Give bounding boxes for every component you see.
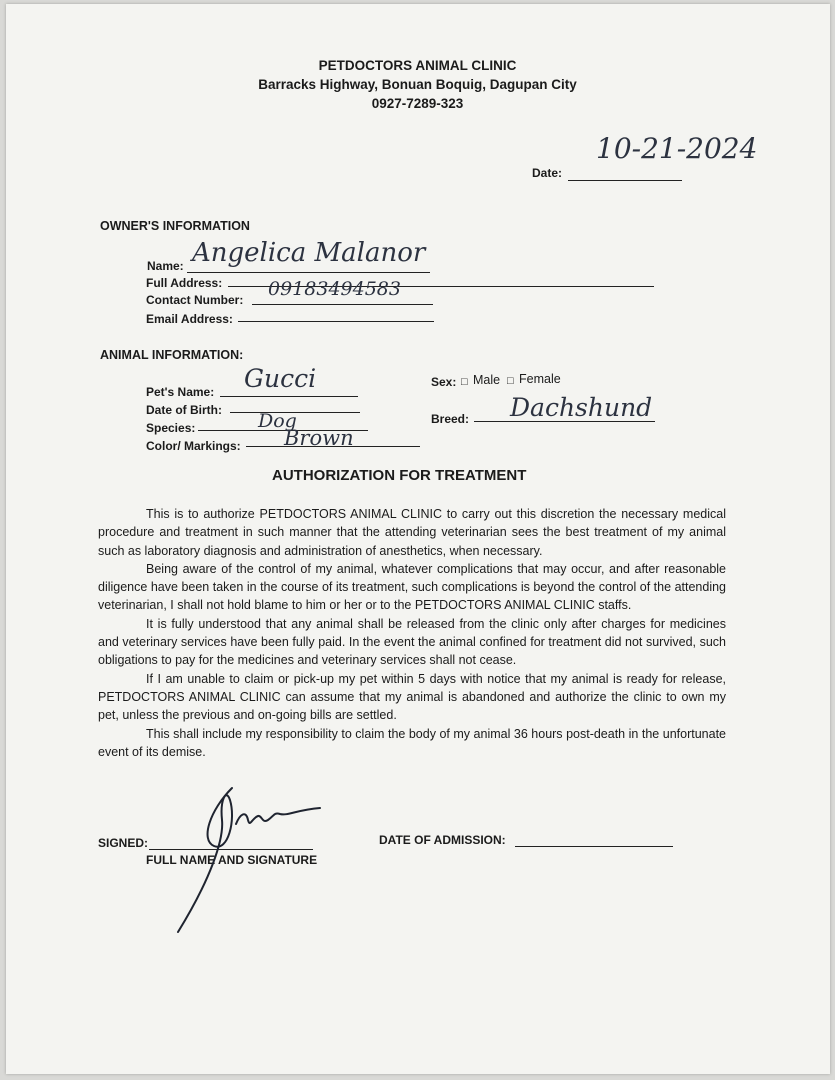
handwritten-signature — [170, 780, 330, 940]
date-of-admission-line — [515, 846, 673, 847]
pet-name-line — [220, 396, 358, 397]
authorization-paragraph: This shall include my responsibility to claim the body of my animal 36 hours post-death in the unfortunate event of its demise. — [98, 726, 726, 759]
female-checkbox[interactable]: □ — [507, 375, 514, 387]
owner-name-value: Angelica Malanor — [192, 238, 426, 268]
full-name-signature-label: FULL NAME AND SIGNATURE — [146, 853, 318, 867]
date-of-admission-label: DATE OF ADMISSION: — [379, 833, 506, 847]
clinic-name: PETDOCTORS ANIMAL CLINIC — [318, 58, 517, 73]
authorization-paragraph: Being aware of the control of my animal, whatever complications that may occur, and after reasonable diligence have been taken in the course of its treatment, such complications is beyond the control of the attending veterinarian, I shall not hold blame to him or her or to the PETDOCTORS ANIMAL CLINIC staffs. — [98, 561, 726, 613]
sex-female-label: Female — [519, 372, 561, 386]
clinic-address: Barracks Highway, Bonuan Boquig, Dagupan City — [258, 77, 577, 92]
pet-name-label: Pet's Name: — [146, 385, 215, 399]
owner-name-line — [187, 272, 430, 273]
date-label: Date: — [532, 166, 563, 180]
signed-label: SIGNED: — [98, 836, 149, 850]
authorization-paragraph: It is fully understood that any animal shall be released from the clinic only after charges for medicines and veterinary services have been fully paid. In the event the animal confined for treatment did not survived, such obligations to pay for the medicines and veterinary services shall not cease. — [98, 616, 726, 668]
sex-male-label: Male — [473, 373, 501, 387]
owner-contact-value: 09183494583 — [268, 278, 401, 300]
owner-email-label: Email Address: — [146, 312, 233, 326]
authorization-body — [98, 505, 726, 761]
owner-email-line — [238, 321, 434, 322]
owner-contact-line — [252, 304, 433, 305]
sex-label: Sex: — [431, 375, 457, 389]
owner-heading: OWNER'S INFORMATION — [100, 219, 250, 233]
authorization-paragraph: If I am unable to claim or pick-up my pet within 5 days with notice that my animal is ready for release, PETDOCTORS ANIMAL CLINIC can assume that my animal is abandoned and authorize the clinic to own my pet, unless the previous and on-going bills are settled. — [98, 671, 726, 723]
owner-contact-label: Contact Number: — [146, 293, 244, 307]
color-value: Brown — [284, 426, 354, 450]
owner-name-label: Name: — [147, 259, 184, 273]
authorization-title: AUTHORIZATION FOR TREATMENT — [272, 467, 527, 484]
authorization-paragraph: This is to authorize PETDOCTORS ANIMAL CLINIC to carry out this discretion the necessary medical procedure and treatment in such manner that the attending veterinarian sees the best treatment of my animal such as laboratory diagnosis and administration of anesthetics, when necessary. — [98, 507, 726, 558]
male-checkbox[interactable]: □ — [461, 376, 468, 388]
pet-name-value: Gucci — [244, 364, 317, 393]
color-label: Color/ Markings: — [146, 439, 241, 453]
date-value: 10-21-2024 — [596, 132, 758, 165]
species-label: Species: — [146, 421, 196, 435]
breed-value: Dachshund — [510, 393, 653, 422]
date-line — [568, 180, 682, 181]
animal-heading: ANIMAL INFORMATION: — [100, 348, 244, 362]
clinic-phone: 0927-7289-323 — [371, 96, 464, 111]
dob-label: Date of Birth: — [146, 403, 222, 417]
species-value: Dog — [258, 410, 297, 432]
breed-label: Breed: — [431, 412, 470, 426]
owner-address-label: Full Address: — [146, 276, 223, 290]
